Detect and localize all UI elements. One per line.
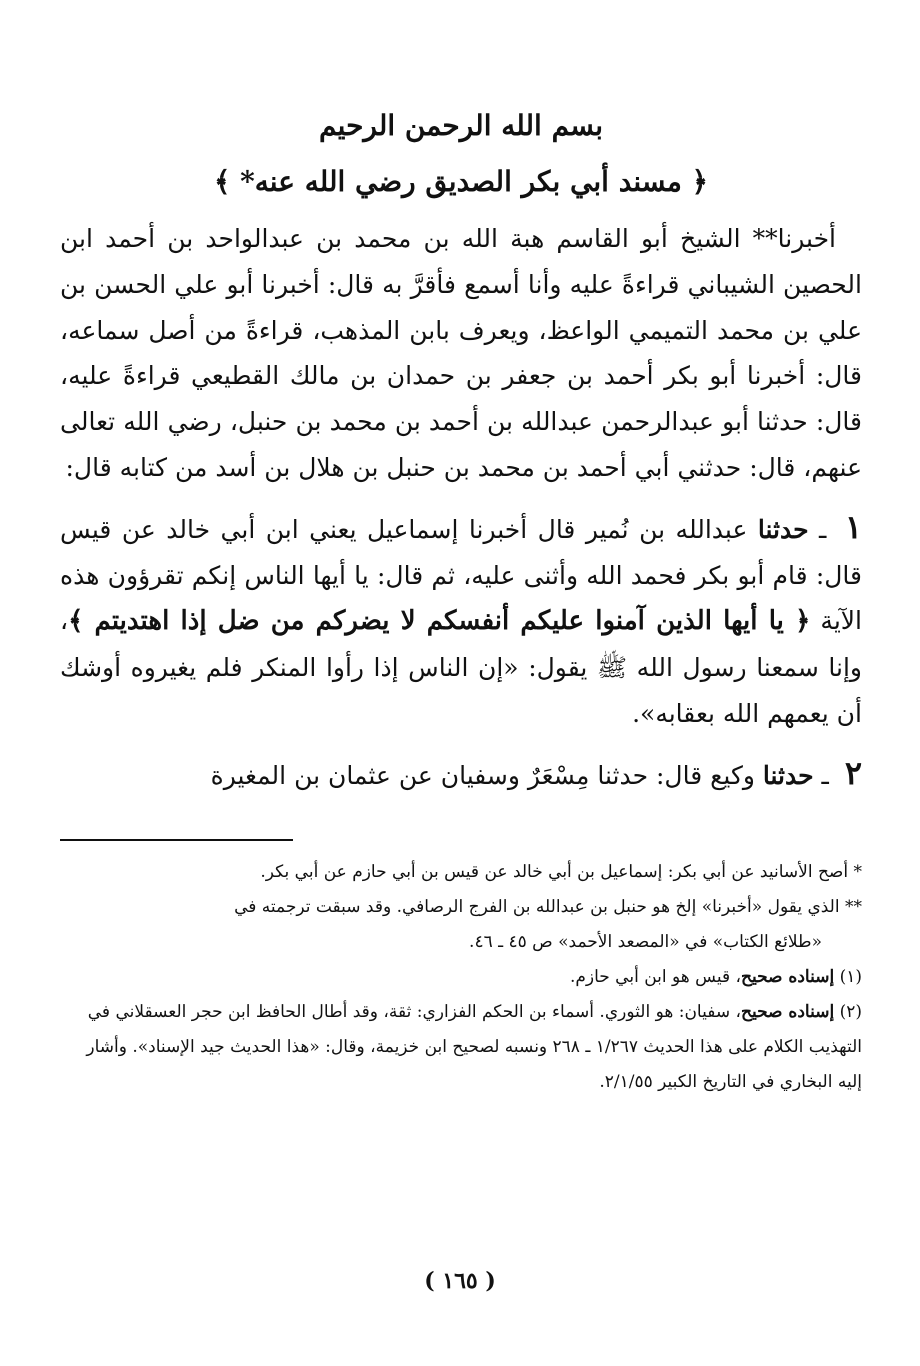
main-text bbox=[60, 216, 862, 799]
footnote-grading: إسناده صحيح bbox=[740, 1001, 835, 1022]
footnotes bbox=[60, 855, 862, 1100]
hadith-text: وكيع قال: حدثنا مِسْعَرٌ وسفيان عن عثمان بن المغيرة bbox=[210, 760, 763, 790]
footnote-star2: ** الذي يقول «أخبرنا» إلخ هو حنبل بن عبدالله بن الفرج الرصافي. وقد سبقت ترجمته في bbox=[234, 896, 862, 917]
footnote-separator bbox=[60, 839, 293, 841]
hadith-2 bbox=[60, 751, 862, 799]
basmala: بسم الله الرحمن الرحيم bbox=[319, 109, 603, 142]
hadith-text: عبدالله بن نُمير قال أخبرنا إسماعيل يعني ابن أبي خالد عن قيس قال: قام أبو بكر فحمد الله وأثنى عليه، ثم قال: يا أيها الناس إنكم تقرؤون هذه الآية bbox=[60, 514, 862, 636]
hadith-lead: حدثنا bbox=[757, 514, 809, 544]
hadith-text-cont: ، وإنا سمعنا رسول الله ﷺ يقول: «إن الناس إذا رأوا المنكر فلم يغيروه أوشك أن يعمهم الله بعقابه». bbox=[60, 606, 862, 728]
footnote-star2-cont: «طلائع الكتاب» في «المصعد الأحمد» ص ٤٥ ـ ٤٦. bbox=[469, 931, 822, 952]
footnote-text: ، سفيان: هو الثوري. أسماء بن الحكم الفزاري: ثقة، وقد أطال الحافظ ابن حجر العسقلاني في التهذيب الكلام على هذا الحديث ١/٢٦٧ ـ ٢٦٨ ونسبه لصحيح ابن خزيمة، وقال: «هذا الحديث جيد الإسناد». وأشار إليه البخاري في التاريخ الكبير ٢/١/٥٥. bbox=[86, 1001, 862, 1092]
footnote-2 bbox=[60, 995, 862, 1100]
footnote-number: (٢) bbox=[839, 1001, 862, 1022]
hadith-dash: ـ bbox=[813, 760, 837, 790]
footnote-grading: إسناده صحيح bbox=[740, 966, 835, 987]
page-number: ( ١٦٥ ) bbox=[424, 1268, 496, 1294]
hadith-lead: حدثنا bbox=[762, 760, 814, 790]
hadith-1 bbox=[60, 505, 862, 737]
quran-verse: ﴿ يا أيها الذين آمنوا عليكم أنفسكم لا يضركم من ضل إذا اهتديتم ﴾ bbox=[68, 606, 811, 637]
footnote-1 bbox=[60, 960, 862, 995]
isnad-intro: أخبرنا** الشيخ أبو القاسم هبة الله بن محمد بن عبدالواحد بن أحمد ابن الحصين الشيباني قراءةً عليه وأنا أسمع فأقرَّ به قال: أخبرنا أبو علي الحسن بن علي بن محمد التميمي الواعظ، ويعرف بابن المذهب، قراءةً من أصل سماعه، قال: أخبرنا أبو بكر أحمد بن جعفر بن حمدان بن مالك القطيعي قراءةً عليه، قال: حدثنا أبو عبدالرحمن عبدالله بن أحمد بن محمد بن حنبل، رضي الله تعالى عنهم، قال: حدثني أبي أحمد بن محمد بن حنبل بن هلال بن أسد من كتابه قال: bbox=[60, 224, 862, 482]
hadith-number: ١ bbox=[844, 507, 863, 546]
footnote-star1: * أصح الأسانيد عن أبي بكر: إسماعيل بن أبي خالد عن قيس بن أبي حازم عن أبي بكر. bbox=[260, 861, 862, 882]
hadith-number: ٢ bbox=[844, 753, 862, 792]
footnote-text: ، قيس هو ابن أبي حازم. bbox=[569, 966, 741, 987]
musnad-title: ﴿ مسند أبي بكر الصديق رضي الله عنه* ﴾ bbox=[213, 165, 708, 198]
footnote-number: (١) bbox=[839, 966, 862, 987]
hadith-dash: ـ bbox=[808, 514, 837, 544]
